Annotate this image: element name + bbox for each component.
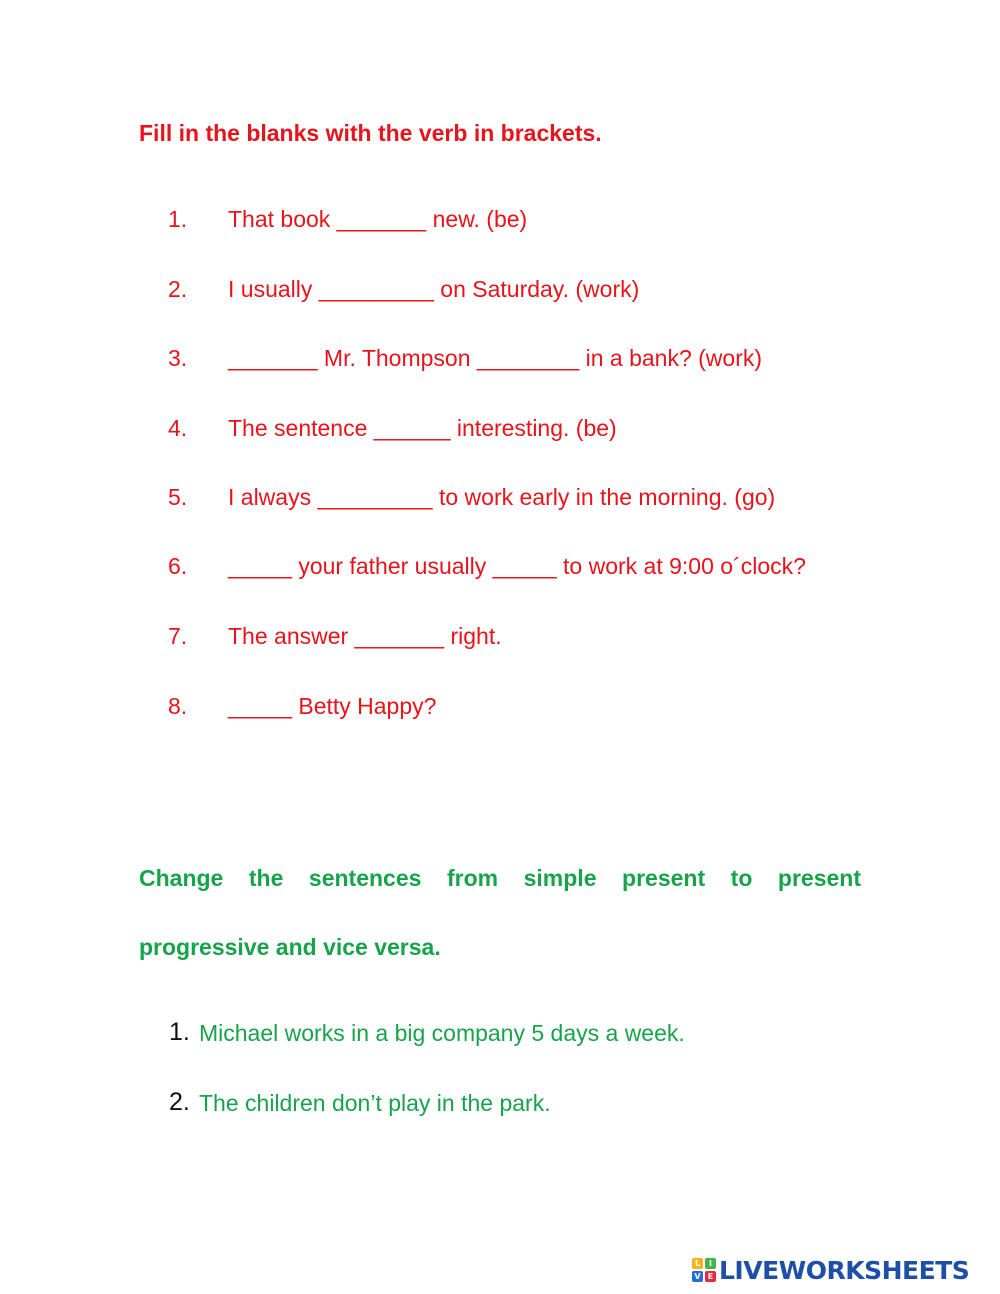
liveworksheets-logo-icon: L I V E <box>692 1258 716 1282</box>
item-number: 6. <box>168 553 188 579</box>
item-number: 1. <box>168 206 188 232</box>
item-number: 7. <box>168 623 188 649</box>
item-text: I usually _________ on Saturday. (work) <box>228 276 640 302</box>
item-text: The answer _______ right. <box>228 623 502 649</box>
item-number: 5. <box>168 484 188 510</box>
logo-text: LIVEWORKSHEETS <box>719 1255 970 1285</box>
item-text: _____ your father usually _____ to work at 9:00 o´clock? <box>228 553 806 579</box>
item-number: 1. <box>169 1018 190 1046</box>
item-text: I always _________ to work early in the morning. (go) <box>228 484 776 510</box>
item-text: That book _______ new. (be) <box>228 206 528 232</box>
item-text: The children don’t play in the park. <box>199 1090 551 1116</box>
item-number: 2. <box>168 276 188 302</box>
section1-heading: Fill in the blanks with the verb in brackets. <box>139 120 602 146</box>
section2-heading-line1: Change the sentences from simple present to present <box>139 865 861 891</box>
item-text: Michael works in a big company 5 days a week. <box>199 1020 685 1046</box>
item-text: The sentence ______ interesting. (be) <box>228 415 617 441</box>
item-number: 3. <box>168 345 188 371</box>
section2-heading-line2: progressive and vice versa. <box>139 934 441 960</box>
item-number: 8. <box>168 693 188 719</box>
item-number: 2. <box>169 1088 190 1116</box>
item-number: 4. <box>168 415 188 441</box>
liveworksheets-logo <box>692 1255 969 1285</box>
item-text: _______ Mr. Thompson ________ in a bank? (work) <box>228 345 763 371</box>
item-text: _____ Betty Happy? <box>228 693 437 719</box>
